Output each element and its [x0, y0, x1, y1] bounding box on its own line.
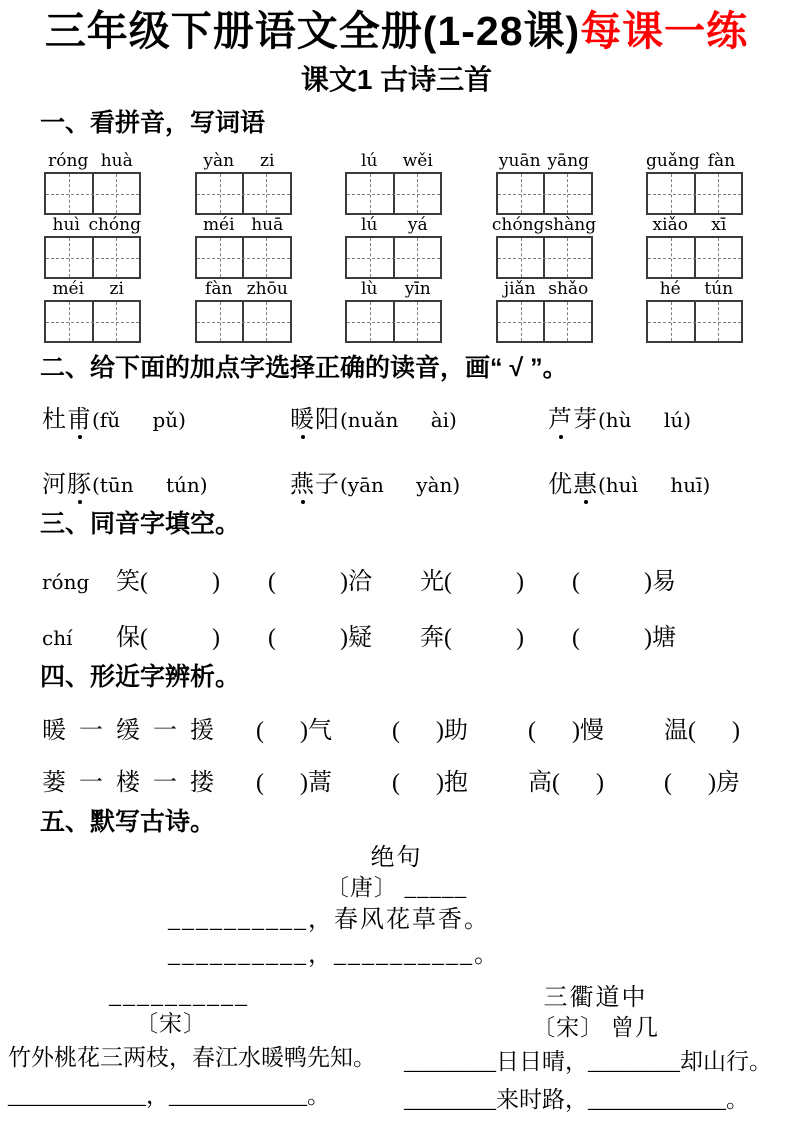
box-dashed-midline [498, 322, 591, 323]
pinyin-syllable: xiǎo [652, 215, 688, 236]
pinyin-syllable: guǎng [646, 151, 700, 172]
box-dashed-guide [220, 238, 221, 277]
fill-blank-item[interactable]: ( )气 [256, 718, 332, 745]
pinyin-word-group [44, 215, 141, 279]
pinyin-word-group [496, 151, 593, 215]
pinyin-syllable: zi [109, 279, 124, 300]
word-with-dotted-char [290, 472, 340, 498]
fill-blank-item[interactable]: ( )塘 [572, 624, 676, 651]
box-dashed-midline [498, 258, 591, 259]
section5-heading: 五、默写古诗。 [40, 808, 216, 837]
box-dashed-guide [417, 302, 418, 341]
box-dashed-guide [266, 238, 267, 277]
box-dashed-guide [671, 238, 672, 277]
fill-blank-item[interactable]: 高( ) [528, 770, 604, 797]
dotted-char: 暖 [290, 399, 315, 434]
box-dashed-guide [521, 174, 522, 213]
page-title [0, 0, 793, 55]
section3-heading: 三、同音字填空。 [40, 509, 241, 538]
pronunciation-row [0, 399, 793, 434]
fill-blank-item[interactable]: 奔( ) [420, 624, 524, 651]
poem-sanqu-line-1[interactable]: ________日日晴，________却山行。 [404, 1049, 772, 1075]
word-with-dotted-char [42, 407, 92, 433]
poem-huichong-author: 〔宋〕 [135, 1011, 207, 1037]
box-dashed-guide [370, 302, 371, 341]
poem-sanqu [398, 983, 793, 1119]
box-dashed-guide [220, 302, 221, 341]
pinyin-labels [195, 279, 292, 300]
box-dashed-guide [521, 238, 522, 277]
pinyin-syllable: méi [52, 279, 85, 300]
writing-box[interactable] [496, 172, 593, 215]
writing-box[interactable] [195, 300, 292, 343]
pinyin-row [0, 215, 793, 279]
pinyin-labels [44, 279, 141, 300]
pinyin-word-group [646, 279, 743, 343]
pronunciation-options: (nuǎn ài) [340, 407, 457, 432]
pronunciation-options: (fǔ pǔ) [92, 407, 186, 432]
fill-blank-item[interactable]: ( )蒿 [256, 770, 332, 797]
box-dashed-midline [46, 322, 139, 323]
box-dashed-guide [567, 238, 568, 277]
pinyin-labels [44, 151, 141, 172]
pinyin-syllable: chóng [491, 215, 545, 236]
pinyin-syllable: lù [361, 279, 378, 300]
fill-blank-item[interactable]: ( )慢 [528, 718, 604, 745]
pinyin-syllable: yāng [547, 151, 590, 172]
pinyin-labels [44, 215, 141, 236]
box-dashed-midline [46, 194, 139, 195]
pronunciation-options: (hù lú) [598, 407, 692, 432]
word-char: 子 [315, 471, 340, 498]
pinyin-labels [345, 215, 442, 236]
box-dashed-midline [347, 258, 440, 259]
pinyin-row [0, 151, 793, 215]
word-char: 芽 [573, 406, 598, 433]
box-dashed-guide [266, 302, 267, 341]
section1-heading: 一、看拼音，写词语 [40, 109, 266, 138]
writing-box[interactable] [44, 236, 141, 279]
writing-box[interactable] [345, 172, 442, 215]
dotted-char: 芦 [548, 399, 573, 434]
pronunciation-options: (tūn tún) [92, 472, 208, 497]
box-dashed-guide [567, 174, 568, 213]
box-dashed-guide [116, 174, 117, 213]
pinyin-syllable: yīn [404, 279, 431, 300]
pinyin-labels [646, 151, 743, 172]
box-dashed-guide [718, 174, 719, 213]
word-with-dotted-char [548, 472, 598, 498]
pinyin-labels [195, 215, 292, 236]
fill-blank-item[interactable]: ( )助 [392, 718, 468, 745]
box-dashed-guide [671, 302, 672, 341]
writing-box[interactable] [195, 172, 292, 215]
similar-char-group: 暖 一 缓 一 援 [42, 718, 214, 745]
box-dashed-guide [671, 174, 672, 213]
pinyin-word-group [345, 151, 442, 215]
pinyin-word-group [496, 279, 593, 343]
pinyin-syllable: xī [711, 215, 727, 236]
fill-blank-item[interactable]: ( )洽 [268, 568, 372, 595]
poem-sanqu-line-2[interactable]: ________来时路，____________。 [404, 1087, 749, 1113]
pinyin-syllable: yuān [498, 151, 541, 172]
fill-blank-item[interactable]: ( )易 [572, 568, 676, 595]
word-char: 阳 [315, 406, 340, 433]
box-dashed-guide [417, 174, 418, 213]
word-with-dotted-char [548, 407, 598, 433]
pinyin-syllable: fàn [707, 151, 736, 172]
pinyin-syllable: zhōu [246, 279, 288, 300]
fill-blank-item[interactable]: 笑( ) [116, 568, 220, 595]
pinyin-word-group [345, 215, 442, 279]
box-dashed-guide [69, 238, 70, 277]
poem-jueju [0, 843, 793, 973]
writing-box[interactable] [646, 236, 743, 279]
lesson-subtitle: 课文1 古诗三首 [300, 64, 493, 96]
pronunciation-item[interactable] [42, 399, 290, 434]
fill-blank-item[interactable]: ( )抱 [392, 770, 468, 797]
bottom-poems [0, 983, 793, 1119]
writing-box[interactable] [345, 236, 442, 279]
pinyin-syllable: tún [704, 279, 734, 300]
pinyin-syllable: huā [251, 215, 284, 236]
section2-heading: 二、给下面的加点字选择正确的读音，画“ √ ”。 [40, 354, 568, 383]
pinyin-syllable: jiǎn [503, 279, 536, 300]
writing-box[interactable] [646, 300, 743, 343]
pinyin-labels [646, 215, 743, 236]
writing-box[interactable] [646, 172, 743, 215]
pinyin-labels [496, 279, 593, 300]
box-dashed-midline [648, 194, 741, 195]
poem-jueju-title: 绝句 [370, 845, 423, 872]
poem-huichong-line-2[interactable]: ____________，____________。 [8, 1083, 330, 1109]
title-black-text: 三年级下册语文全册(1-28课) [44, 8, 581, 54]
pronunciation-item[interactable] [290, 399, 548, 434]
box-dashed-midline [197, 322, 290, 323]
pinyin-labels [496, 151, 593, 172]
homophone-pinyin-label: róng [42, 569, 90, 594]
poem-huichong-title-blank[interactable]: __________ [109, 983, 249, 1010]
pinyin-word-group [195, 151, 292, 215]
writing-box[interactable] [195, 236, 292, 279]
box-dashed-guide [370, 238, 371, 277]
dotted-char: 燕 [290, 464, 315, 499]
box-dashed-guide [567, 302, 568, 341]
writing-box[interactable] [496, 236, 593, 279]
pinyin-row [0, 279, 793, 343]
poem-sanqu-title: 三衢道中 [543, 985, 648, 1012]
pinyin-word-group [345, 279, 442, 343]
pinyin-labels [195, 151, 292, 172]
pinyin-labels [345, 151, 442, 172]
box-dashed-midline [648, 258, 741, 259]
box-dashed-guide [266, 174, 267, 213]
pronunciation-choice-list [0, 399, 793, 499]
poem-sanqu-author: 〔宋〕 曾几 [532, 1015, 659, 1041]
similar-char-row [0, 762, 793, 797]
box-dashed-guide [370, 174, 371, 213]
box-dashed-midline [197, 258, 290, 259]
pinyin-syllable: hé [659, 279, 681, 300]
pinyin-syllable: shǎo [548, 279, 589, 300]
writing-box[interactable] [496, 300, 593, 343]
homophone-pinyin-label: chí [42, 625, 73, 650]
box-dashed-guide [521, 302, 522, 341]
pinyin-syllable: yá [407, 215, 428, 236]
box-dashed-midline [46, 258, 139, 259]
box-dashed-midline [197, 194, 290, 195]
pinyin-syllable: méi [202, 215, 235, 236]
pinyin-syllable: lú [361, 151, 378, 172]
pinyin-word-group [44, 151, 141, 215]
box-dashed-guide [69, 174, 70, 213]
poem-jueju-line-1[interactable]: __________，春风花草香。 [168, 907, 490, 934]
pronunciation-item[interactable] [548, 399, 793, 434]
pinyin-syllable: fàn [205, 279, 233, 300]
box-dashed-midline [347, 322, 440, 323]
homophone-fill-list [0, 561, 793, 652]
box-dashed-midline [648, 322, 741, 323]
pronunciation-item[interactable] [548, 464, 793, 499]
pinyin-syllable: yàn [203, 151, 235, 172]
pinyin-syllable: huì [52, 215, 80, 236]
title-red-text: 每课一练 [580, 8, 749, 54]
box-dashed-guide [718, 302, 719, 341]
pronunciation-options: (huì huī) [598, 472, 711, 497]
pronunciation-item[interactable] [290, 464, 548, 499]
box-dashed-guide [417, 238, 418, 277]
fill-blank-item[interactable]: ( )疑 [268, 624, 372, 651]
poem-jueju-line-2[interactable]: __________，__________。 [168, 942, 500, 969]
similar-char-row [0, 710, 793, 745]
dotted-char: 豚 [67, 464, 92, 499]
word-char: 杜 [42, 406, 67, 433]
writing-box[interactable] [345, 300, 442, 343]
similar-char-fill-list [0, 710, 793, 797]
fill-blank-item[interactable]: ( )房 [664, 770, 740, 797]
poem-huichong [0, 983, 398, 1119]
writing-box[interactable] [44, 300, 141, 343]
pronunciation-item[interactable] [42, 464, 290, 499]
word-char: 河 [42, 471, 67, 498]
pinyin-syllable: lú [361, 215, 378, 236]
pinyin-word-group [195, 279, 292, 343]
similar-char-group: 蒌 一 楼 一 搂 [42, 770, 214, 797]
homophone-row [0, 617, 793, 652]
pinyin-syllable: chóng [88, 215, 141, 236]
dotted-char: 甫 [67, 399, 92, 434]
pinyin-word-group [646, 215, 743, 279]
pinyin-labels [345, 279, 442, 300]
pinyin-labels [646, 279, 743, 300]
pronunciation-options: (yān yàn) [340, 472, 461, 497]
pinyin-writing-grid [0, 151, 793, 343]
pinyin-syllable: róng [48, 151, 89, 172]
pinyin-syllable: wěi [402, 151, 433, 172]
dotted-char: 惠 [573, 464, 598, 499]
pinyin-syllable: huà [100, 151, 133, 172]
box-dashed-guide [116, 302, 117, 341]
pinyin-word-group [195, 215, 292, 279]
homophone-row [0, 561, 793, 596]
box-dashed-guide [116, 238, 117, 277]
box-dashed-midline [347, 194, 440, 195]
pinyin-word-group [646, 151, 743, 215]
fill-blank-item[interactable]: 温( ) [664, 718, 740, 745]
box-dashed-midline [498, 194, 591, 195]
box-dashed-guide [69, 302, 70, 341]
fill-blank-item[interactable]: 光( ) [420, 568, 524, 595]
fill-blank-item[interactable]: 保( ) [116, 624, 220, 651]
word-char: 优 [548, 471, 573, 498]
writing-box[interactable] [44, 172, 141, 215]
pinyin-word-group [491, 215, 597, 279]
pinyin-syllable: zi [260, 151, 275, 172]
box-dashed-guide [718, 238, 719, 277]
word-with-dotted-char [290, 407, 340, 433]
word-with-dotted-char [42, 472, 92, 498]
pinyin-syllable: shàng [544, 215, 597, 236]
poem-huichong-line-1: 竹外桃花三两枝，春江水暖鸭先知。 [8, 1045, 376, 1071]
pronunciation-row [0, 464, 793, 499]
section4-heading: 四、形近字辨析。 [40, 662, 241, 691]
pinyin-labels [491, 215, 597, 236]
poem-jueju-author-blank[interactable]: 〔唐〕 _____ [325, 875, 468, 901]
box-dashed-guide [220, 174, 221, 213]
pinyin-word-group [44, 279, 141, 343]
